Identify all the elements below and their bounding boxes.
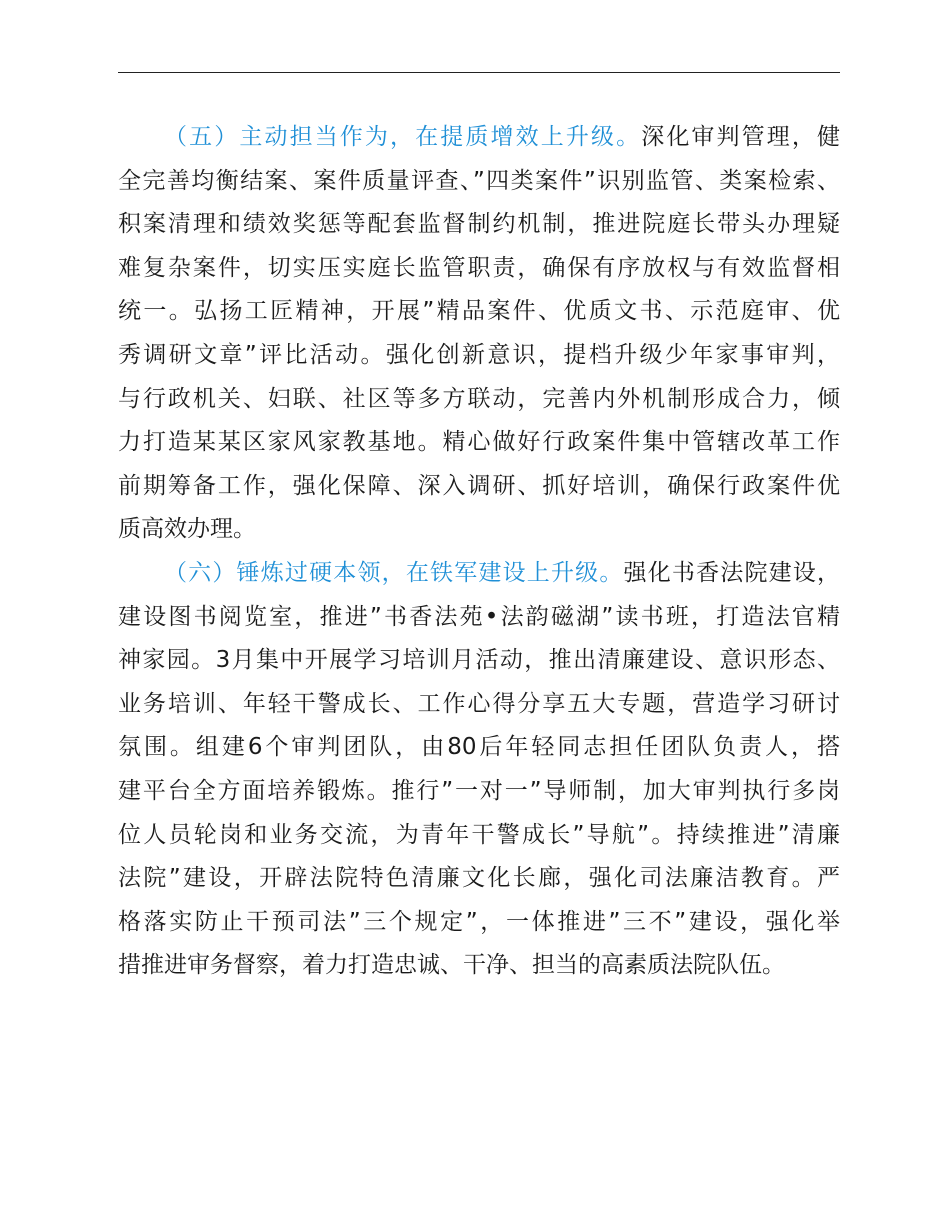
paragraph-5-line-2: 全完善均衡结案、案件质量评查、”四类案件”识别监管、类案检索、 <box>118 167 840 194</box>
paragraph-5-line-7: 与行政机关、妇联、社区等多方联动，完善内外机制形成合力，倾 <box>118 385 840 412</box>
paragraph-6-line-9: 格落实防止干预司法”三个规定”，一体推进”三不”建设，强化举 <box>118 908 840 935</box>
paragraph-6-line-5: 氛围。组建6个审判团队，由80后年轻同志担任团队负责人，搭 <box>118 734 840 761</box>
header-rule <box>118 72 840 73</box>
paragraph-5-line-6: 秀调研文章”评比活动。强化创新意识，提档升级少年家事审判， <box>118 341 840 368</box>
paragraph-5-line-4: 难复杂案件，切实压实庭长监管职责，确保有序放权与有效监督相 <box>118 254 840 281</box>
paragraph-6-text: 强化书香法院建设， <box>623 559 841 586</box>
paragraph-5-line-8: 力打造某某区家风家教基地。精心做好行政案件集中管辖改革工作 <box>118 429 840 456</box>
paragraph-6-line-6: 建平台全方面培养锻炼。推行”一对一”导师制，加大审判执行多岗 <box>118 777 840 804</box>
paragraph-5-line-1 <box>118 116 840 160</box>
paragraph-6-line-1 <box>118 552 840 596</box>
paragraph-5-line-9: 前期筹备工作，强化保障、深入调研、抓好培训，确保行政案件优 <box>118 472 840 499</box>
document-body <box>118 116 840 988</box>
paragraph-6-line-10: 措推进审务督察，着力打造忠诚、干净、担当的高素质法院队伍。 <box>118 952 785 979</box>
paragraph-5-text: 深化审判管理，健 <box>641 124 841 150</box>
paragraph-6-line-3: 神家园。3月集中开展学习培训月活动，推出清廉建设、意识形态、 <box>118 647 840 674</box>
paragraph-6-line-8: 法院”建设，开辟法院特色清廉文化长廊，强化司法廉洁教育。严 <box>118 865 840 892</box>
paragraph-6-line-4: 业务培训、年轻干警成长、工作心得分享五大专题，营造学习研讨 <box>118 690 840 717</box>
paragraph-5-line-5: 统一。弘扬工匠精神，开展”精品案件、优质文书、示范庭审、优 <box>118 298 840 325</box>
paragraph-5-heading: （五）主动担当作为，在提质增效上升级。 <box>164 124 642 150</box>
paragraph-6-line-2: 建设图书阅览室，推进”书香法苑•法韵磁湖”读书班，打造法官精 <box>118 603 840 630</box>
paragraph-6-heading: （六）锤炼过硬本领，在铁军建设上升级。 <box>164 559 624 586</box>
paragraph-6-line-7: 位人员轮岗和业务交流，为青年干警成长”导航”。持续推进”清廉 <box>118 821 840 848</box>
paragraph-5-line-3: 积案清理和绩效奖惩等配套监督制约机制，推进院庭长带头办理疑 <box>118 211 840 238</box>
paragraph-5-line-10: 质高效办理。 <box>118 516 256 543</box>
